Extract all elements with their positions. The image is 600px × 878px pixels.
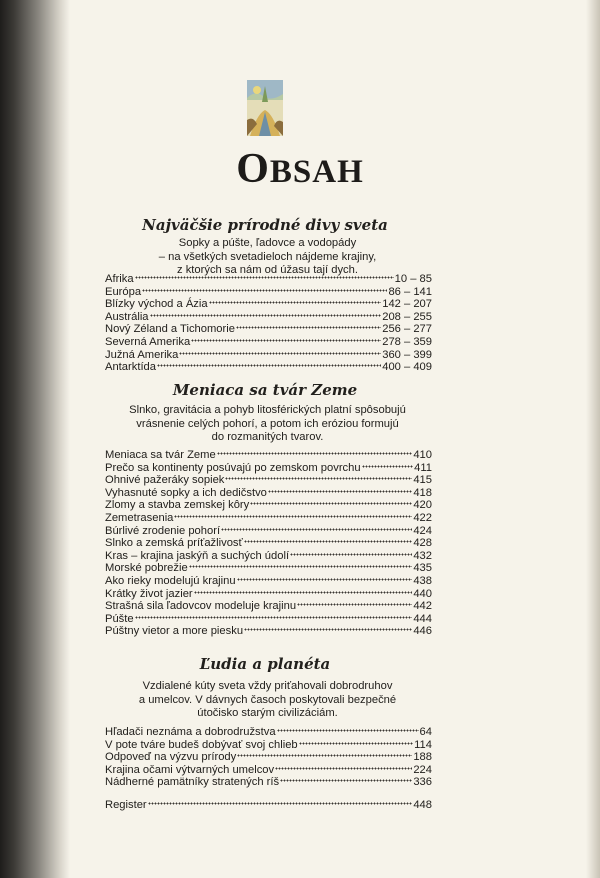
intro-line: Sopky a púšte, ľadovce a vodopády (178, 237, 357, 249)
toc-entry-title: Zemetrasenia (105, 511, 174, 524)
dot-leader (250, 502, 412, 505)
toc-entry[interactable] (105, 625, 432, 638)
toc-list (105, 449, 432, 638)
toc-entry-pages: 360 – 399 (382, 348, 432, 361)
toc-entry-pages: 440 (413, 587, 432, 600)
toc-entry[interactable] (105, 613, 432, 626)
dot-leader (362, 465, 414, 468)
toc-entry[interactable] (105, 298, 432, 311)
dot-leader (135, 616, 413, 619)
toc-entry-title: Nový Zéland a Tichomorie (105, 323, 235, 336)
page-spine-shadow (0, 0, 70, 878)
toc-entry-pages: 336 (413, 776, 432, 789)
toc-entry[interactable] (105, 739, 432, 752)
toc-entry[interactable] (105, 776, 432, 789)
toc-entry-pages: 435 (413, 562, 432, 575)
toc-entry-title: Kras – krajina jaskýň a suchých údolí (105, 549, 290, 562)
toc-entry-pages: 224 (413, 763, 432, 776)
toc-entry-title: Odpoveď na výzvu prírody (105, 751, 237, 764)
dot-leader (209, 301, 382, 304)
dot-leader (275, 767, 412, 770)
dot-leader (290, 553, 412, 556)
toc-entry-register[interactable] (105, 799, 432, 812)
dot-leader (280, 779, 412, 782)
page-title-initial: O (236, 146, 270, 192)
dot-leader (237, 578, 413, 581)
toc-entry[interactable] (105, 600, 432, 613)
toc-entry-pages: 424 (413, 524, 432, 537)
toc-entry-pages: 418 (413, 486, 432, 499)
dot-leader (221, 528, 412, 531)
toc-entry-title: Prečo sa kontinenty posúvajú po zemskom povrchu (105, 461, 361, 474)
toc-entry-title: Register (105, 799, 147, 811)
section-heading: Najväčšie prírodné divy sveta (142, 216, 388, 234)
toc-entry-title: Morské pobrežie (105, 562, 188, 575)
dot-leader (299, 742, 414, 745)
toc-entry-title: Hľadači neznáma a dobrodružstva (105, 726, 276, 738)
toc-entry-title: Ohnivé pažeráky sopiek (105, 474, 225, 487)
toc-entry-title: Nádherné pamätníky stratených ríš (105, 776, 280, 789)
dot-leader (225, 477, 412, 480)
toc-entry-pages: 142 – 207 (382, 298, 432, 311)
toc-entry-title: Púšte (105, 612, 134, 625)
intro-line: z ktorých sa nám od úžasu tají dych. (177, 264, 358, 276)
toc-entry[interactable] (105, 512, 432, 525)
intro-line: Vzdialené kúty sveta vždy priťahovali dobrodruhov (142, 680, 393, 692)
toc-entry[interactable] (105, 361, 432, 374)
page-edge-shadow (586, 0, 600, 878)
toc-entry-pages: 10 – 85 (394, 273, 432, 285)
dot-leader (268, 490, 412, 493)
intro-line: Slnko, gravitácia a pohyb litosférických platní spôsobujú (129, 404, 406, 416)
toc-entry-title: Austrália (105, 310, 149, 323)
dot-leader (194, 591, 413, 594)
toc-entry[interactable] (105, 537, 432, 550)
toc-entry-title: Vyhasnuté sopky a ich dedičstvo (105, 486, 267, 499)
toc-entry[interactable] (105, 751, 432, 764)
dot-leader (244, 540, 413, 543)
toc-entry[interactable] (105, 462, 432, 475)
toc-entry-pages: 208 – 255 (382, 310, 432, 323)
toc-entry-title: Slnko a zemská príťažlivosť (105, 537, 243, 550)
toc-entry-pages: 438 (413, 574, 432, 587)
toc-entry-title: Afrika (105, 273, 134, 285)
dot-leader (237, 754, 412, 757)
toc-entry-pages: 442 (413, 600, 432, 613)
toc-entry-pages: 411 (414, 461, 432, 474)
dot-leader (150, 314, 382, 317)
intro-line: a umelcov. V dávnych časoch poskytovali bezpečné (138, 693, 397, 706)
toc-entry-title: Meniaca sa tvár Zeme (105, 449, 216, 461)
toc-entry[interactable] (105, 726, 432, 739)
toc-entry-title: Blízky východ a Ázia (105, 298, 208, 311)
intro-line: vrásnenie celých pohorí, a potom ich eróziou formujú (136, 417, 399, 430)
toc-entry-title: Krajina očami výtvarných umelcov (105, 763, 275, 776)
dot-leader (174, 515, 412, 518)
toc-entry-pages: 278 – 359 (382, 335, 432, 348)
toc-entry[interactable] (105, 499, 432, 512)
toc-entry[interactable] (105, 336, 432, 349)
toc-entry[interactable] (105, 273, 432, 286)
toc-entry-title: Južná Amerika (105, 348, 179, 361)
toc-entry-pages: 415 (413, 474, 432, 487)
toc-list (105, 273, 432, 374)
toc-entry[interactable] (105, 474, 432, 487)
dot-leader (135, 276, 394, 279)
toc-entry-title: Ako rieky modelujú krajinu (105, 574, 236, 587)
page-title-rest: BSAH (269, 154, 364, 190)
dot-leader (217, 452, 413, 455)
toc-entry-title: Antarktída (105, 361, 156, 374)
toc-entry-pages: 400 – 409 (382, 361, 432, 374)
toc-entry-pages: 446 (413, 625, 432, 638)
section-heading: Ľudia a planéta (199, 655, 331, 673)
toc-entry-pages: 86 – 141 (388, 285, 432, 298)
toc-entry-title: Európa (105, 285, 142, 298)
section-intro (110, 404, 425, 445)
toc-list (105, 726, 432, 789)
toc-entry[interactable] (105, 764, 432, 777)
toc-entry[interactable] (105, 588, 432, 601)
dot-leader (297, 603, 412, 606)
dot-leader (148, 802, 413, 805)
toc-entry[interactable] (105, 550, 432, 563)
toc-entry-pages: 422 (413, 511, 432, 524)
toc-entry[interactable] (105, 562, 432, 575)
toc-entry-pages: 188 (413, 751, 432, 764)
toc-entry[interactable] (105, 525, 432, 538)
toc-entry[interactable] (105, 575, 432, 588)
intro-line: – na všetkých svetadieloch nájdeme krajiny, (158, 250, 377, 263)
toc-entry-pages: 114 (414, 738, 432, 751)
toc-entry-title: Púštny vietor a more piesku (105, 625, 244, 638)
toc-entry-title: V pote tváre budeš dobývať svoj chlieb (105, 738, 298, 751)
landscape-emblem-icon (247, 80, 283, 136)
toc-entry-pages: 410 (413, 449, 432, 461)
toc-entry-pages: 428 (413, 537, 432, 550)
section-intro (110, 237, 425, 278)
toc-entry-pages: 64 (419, 726, 432, 738)
dot-leader (244, 628, 412, 631)
toc-entry-pages: 444 (413, 612, 432, 625)
dot-leader (157, 364, 381, 367)
toc-entry-pages: 420 (413, 499, 432, 512)
toc-entry-pages: 432 (413, 549, 432, 562)
toc-entry-pages: 448 (413, 799, 432, 811)
intro-line: útočisko starým civilizáciám. (197, 707, 338, 719)
dot-leader (277, 729, 419, 732)
toc-list-register (105, 799, 432, 812)
dot-leader (191, 339, 381, 342)
toc-entry[interactable] (105, 449, 432, 462)
toc-entry-title: Búrlivé zrodenie pohorí (105, 524, 221, 537)
toc-entry-title: Krátky život jazier (105, 587, 193, 600)
dot-leader (179, 352, 381, 355)
section-heading: Meniaca sa tvár Zeme (172, 381, 358, 399)
page-title (0, 145, 600, 193)
section-intro (110, 680, 425, 721)
toc-entry[interactable] (105, 286, 432, 299)
toc-entry[interactable] (105, 349, 432, 362)
toc-entry-pages: 256 – 277 (382, 323, 432, 336)
dot-leader (189, 565, 413, 568)
intro-line: do rozmanitých tvarov. (211, 431, 324, 443)
toc-entry[interactable] (105, 323, 432, 336)
toc-entry[interactable] (105, 487, 432, 500)
dot-leader (236, 326, 381, 329)
toc-entry-title: Severná Amerika (105, 335, 191, 348)
toc-entry-title: Zlomy a stavba zemskej kôry (105, 499, 250, 512)
dot-leader (142, 289, 387, 292)
toc-entry-title: Strašná sila ľadovcov modeluje krajinu (105, 600, 297, 613)
toc-entry[interactable] (105, 311, 432, 324)
